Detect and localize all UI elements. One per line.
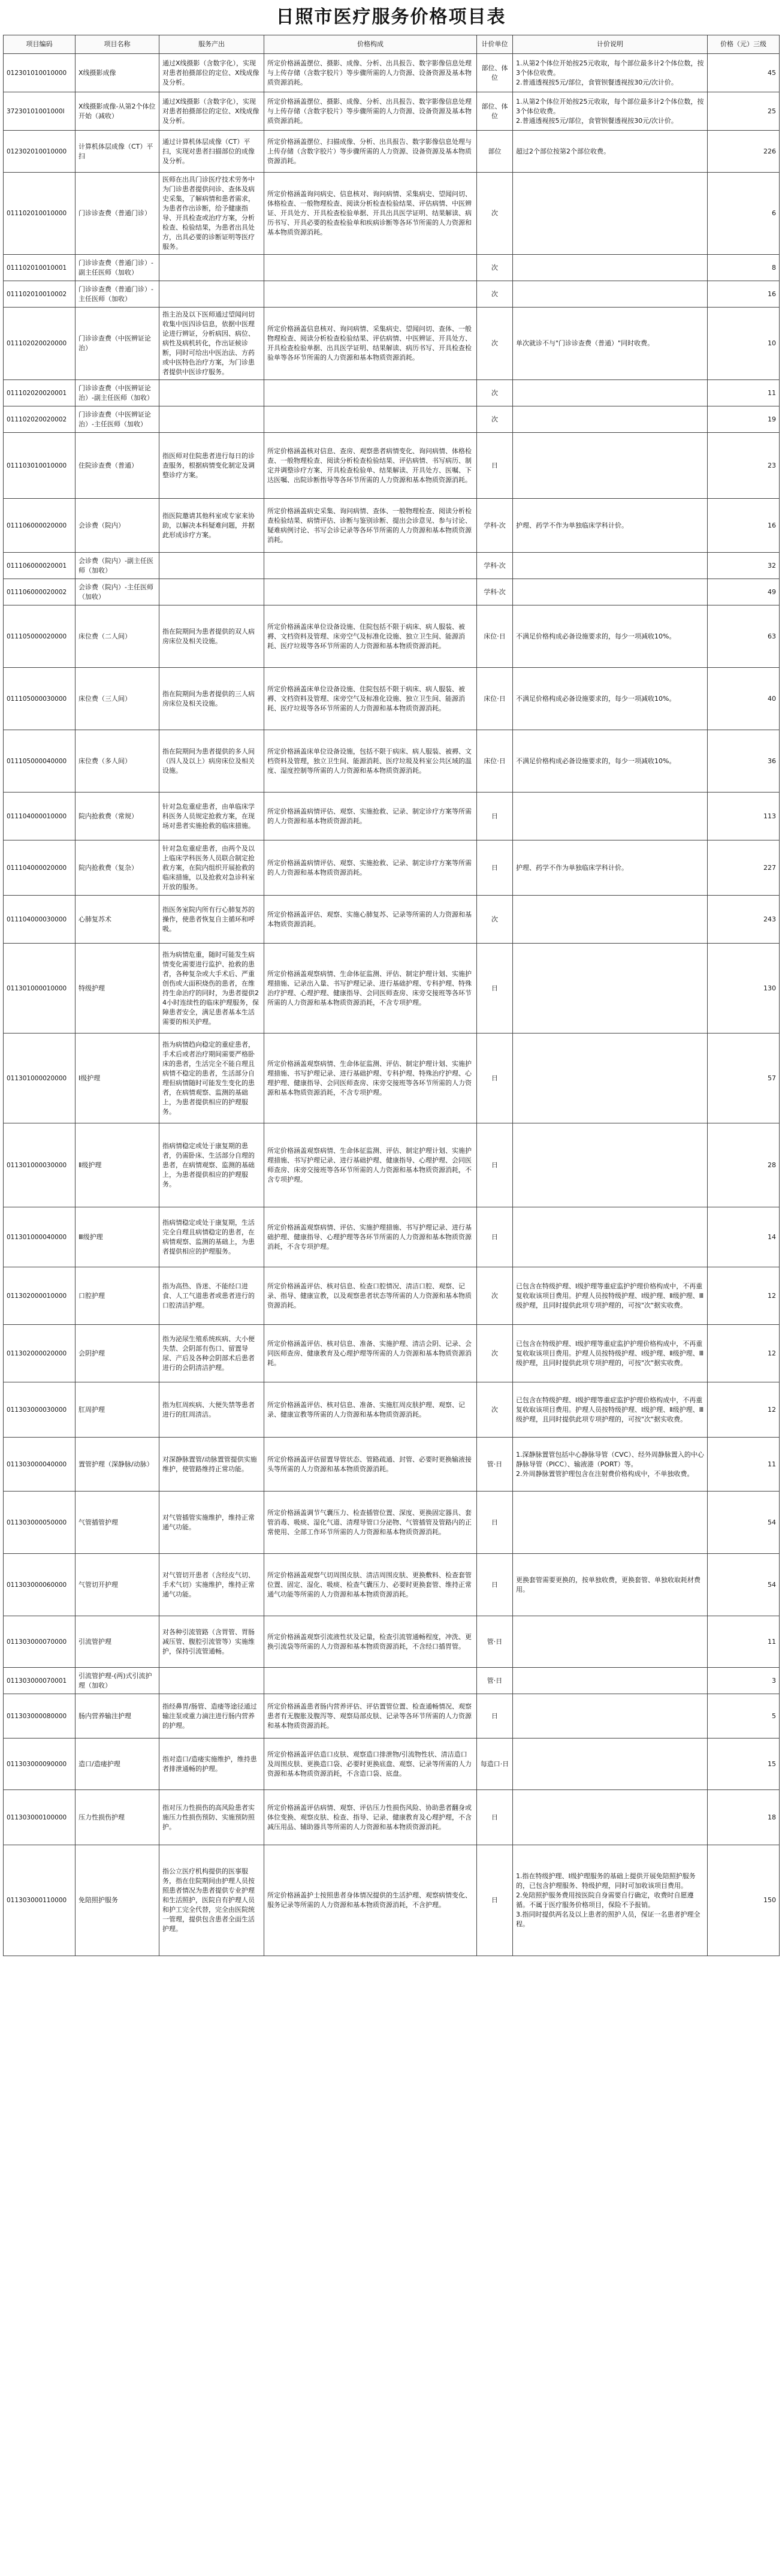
cell-unit: 日 [477,1123,513,1207]
cell-composition: 所定价格涵盖评估造口皮肤、观察造口排泄物/引流物性状、清洁造口及周围皮肤、更换造口袋、必要时更换底盘、观察、记录等所需的人力资源和基本物质资源消耗，不含造口袋、底盘。 [264,1739,477,1790]
cell-note [513,255,708,281]
cell-name: Ⅱ级护理 [76,1123,159,1207]
table-row [4,1845,780,1956]
cell-output: 通过X线摄影（含数字化），实现对患者拍摄部位的定位、X线成像及分析。 [159,54,264,92]
table-row [4,1123,780,1207]
cell-unit: 次 [477,1267,513,1325]
cell-output: 指在院期间为患者提供的双人病房床位及相关设施。 [159,605,264,668]
cell-price: 63 [708,605,780,668]
cell-code: 011303000090000 [4,1739,76,1790]
cell-unit: 每造口·日 [477,1739,513,1790]
cell-output: 指为病情趋向稳定的重症患者，手术后或者治疗期间需要严格卧床的患者，生活完全不能自理且病情不稳定的患者，生活部分自理但病情随时可能发生变化的患者，在病情观察、监测的基础上，为患者提供相应的护理服务。 [159,1034,264,1123]
cell-output [159,281,264,308]
table-row [4,1382,780,1438]
cell-composition: 所定价格涵盖观察病情、生命体征监测、评估、制定护理计划、实施护理措施、记录出入量、书写护理记录、进行基础护理、专科护理、特殊治疗护理、心理护理、健康指导、会同医师查房、床旁交接班等各环节所需的人力资源和基本物质资源消耗，不含专项护理。 [264,944,477,1034]
cell-note [513,1492,708,1554]
table-row [4,793,780,840]
cell-note: 单次就诊不与"门诊诊查费（普通）"同时收费。 [513,308,708,380]
cell-note [513,173,708,255]
table-row [4,1267,780,1325]
cell-name: X线摄影成像-从第2个体位开始（减收） [76,92,159,131]
cell-composition: 所定价格涵盖观察引流液性状及记量，检查引流管通畅程度，冲洗、更换引流袋等所需的人力资源和基本物质资源消耗，不含经口插胃管。 [264,1616,477,1668]
header-price: 价格（元）三级 [708,35,780,54]
cell-unit: 部位 [477,131,513,173]
cell-output: 指经鼻胃/肠管、造瘘等途径通过输注泵或重力滴注进行肠内营养的护理。 [159,1694,264,1739]
cell-unit: 次 [477,308,513,380]
cell-composition: 所定价格涵盖摆位、摄影、成像、分析、出具报告、数字影像信息处理与上传存储（含数字胶片）等步骤所需的人力资源、设备资源及基本物质资源消耗。 [264,92,477,131]
cell-output: 指公立医疗机构提供的医事服务，指在住院期间由护理人员按照患者情况为患者提供专业护理和生活照护，医院自有护理人员和护工完全代替，完全由医院统一管理，提供包含患者全面生活护理。 [159,1845,264,1956]
cell-unit: 部位、体位 [477,92,513,131]
table-row [4,1739,780,1790]
cell-composition: 所定价格涵盖护士按照患者身体情况提供的生活护理、观察病情变化、服务记录等所需的人力资源和基本物质资源消耗，不含护理。 [264,1845,477,1956]
cell-name: 肠内营养输注护理 [76,1694,159,1739]
cell-output: 针对急危重症患者，由单临床学科医务人员规定抢救方案，在现场对患者实施抢救的临床措施。 [159,793,264,840]
cell-output: 指对压力性损伤的高风险患者实施压力性损伤预防、实施预防照护。 [159,1790,264,1845]
cell-code: 011301000040000 [4,1207,76,1267]
cell-code: 011303000080000 [4,1694,76,1739]
table-row [4,54,780,92]
cell-name: 会诊费（院内）-主任医师（加收） [76,579,159,605]
table-row [4,605,780,668]
cell-code: 011302000010000 [4,1267,76,1325]
cell-price: 227 [708,840,780,896]
cell-note: 已包含在特级护理、Ⅰ级护理等重症监护护理价格构成中，不再重复收取该项目费用。护理人员按特级护理、Ⅰ级护理、Ⅱ级护理、Ⅲ级护理，且同时提供此项专项护理的，可按"次"据实收费。 [513,1382,708,1438]
cell-name: 会诊费（院内） [76,499,159,553]
cell-unit: 日 [477,793,513,840]
cell-code: 011105000040000 [4,730,76,793]
cell-price: 25 [708,92,780,131]
cell-note: 超过2个部位按第2个部位收费。 [513,131,708,173]
cell-name: 门诊诊查费（普通门诊）-副主任医师（加收） [76,255,159,281]
cell-price: 6 [708,173,780,255]
cell-output: 指在院期间为患者提供的多人间（四人及以上）病房床位及相关设施。 [159,730,264,793]
cell-note: 护理、药学不作为单独临床学科计价。 [513,499,708,553]
cell-output [159,1668,264,1694]
cell-note: 1.深静脉置管包括中心静脉导管（CVC）、经外周静脉置入的中心静脉导管（PICC）、输液港（PORT）等。 2.外周静脉置管护理包含在注射费价格构成中，不单独收费。 [513,1438,708,1492]
header-composition: 价格构成 [264,35,477,54]
cell-output: 对各种引流管路（含胃管、胃肠减压管、腹腔引流管等）实施维护，保持引流管通畅。 [159,1616,264,1668]
table-row [4,1438,780,1492]
cell-unit: 床位·日 [477,605,513,668]
cell-note [513,433,708,499]
cell-output: 指病情稳定或处于康复期的患者，仍需卧床、生活部分自理的患者，在病情观察、监测的基础上，为患者提供相应的护理服务。 [159,1123,264,1207]
cell-unit: 次 [477,896,513,944]
cell-name: 计算机体层成像（CT）平扫 [76,131,159,173]
cell-price: 28 [708,1123,780,1207]
cell-code: 011303000070001 [4,1668,76,1694]
cell-name: 床位费（多人间） [76,730,159,793]
cell-unit: 日 [477,1207,513,1267]
table-row [4,730,780,793]
cell-name: 住院诊查费（普通） [76,433,159,499]
cell-unit: 日 [477,1845,513,1956]
cell-price: 12 [708,1325,780,1382]
cell-output: 通过X线摄影（含数字化），实现对患者拍摄部位的定位、X线成像及分析。 [159,92,264,131]
cell-code: 011106000020001 [4,553,76,579]
cell-note [513,579,708,605]
cell-code: 011104000020000 [4,840,76,896]
cell-output: 通过计算机体层成像（CT）平扫，实现对患者扫描部位的成像及分析。 [159,131,264,173]
cell-name: 门诊诊查费（普通门诊）-主任医师（加收） [76,281,159,308]
cell-composition [264,553,477,579]
cell-code: 011106000020000 [4,499,76,553]
cell-unit: 床位·日 [477,730,513,793]
cell-unit: 床位·日 [477,668,513,730]
cell-composition: 所定价格涵盖床单位设备设施、住院包括不限于病床、病人服装、被褥、文档资料及管理、床旁空气及标准化设施、独立卫生间、能源消耗、医疗垃圾等各环节所需的人力资源和基本物质资源消耗。 [264,605,477,668]
cell-price: 11 [708,1438,780,1492]
cell-price: 8 [708,255,780,281]
table-body [4,54,780,1956]
cell-note: 1.指在特级护理、Ⅰ级护理服务的基础上提供开展免陪照护服务的，已包含护理服务、特级护理，同时可加收该项目费用。 2.免陪照护服务费用按医院自身需要自行确定，收费时自愿遵循。不属于医疗服务价格项目，保险不予报销。 3.指同时提供两名及以上患者的照护人员，保证一名患者护理全程。 [513,1845,708,1956]
cell-code: 011302000020000 [4,1325,76,1382]
cell-unit: 次 [477,281,513,308]
cell-code: 011303000060000 [4,1554,76,1616]
cell-name: 会诊费（院内）-副主任医师（加收） [76,553,159,579]
cell-price: 23 [708,433,780,499]
cell-note [513,1790,708,1845]
cell-name: 口腔护理 [76,1267,159,1325]
cell-output: 指为高热、昏迷、不能经口进食、人工气道患者或患者进行的口腔清洁护理。 [159,1267,264,1325]
cell-unit: 次 [477,173,513,255]
cell-name: 气管切开护理 [76,1554,159,1616]
cell-unit: 管·日 [477,1616,513,1668]
cell-price: 40 [708,668,780,730]
cell-code: 011301000030000 [4,1123,76,1207]
table-row [4,499,780,553]
cell-composition: 所定价格涵盖询问病史、信息核对、询问病情、采集病史、望闻问切、体格检查、一般物理检查、阅读分析检查检验结果、评估病情、中医辨证、开具处方、开具检查检验单据、开具出具医学证明、结果解读、病历书写、开具必要的检查检验单和疾病诊断等各环节所需的人力资源和基本物质资源消耗。 [264,173,477,255]
cell-composition: 所定价格涵盖评估病情、观察、评估压力性损伤风险、协助患者翻身或体位变换、观察皮肤、检查、指导、记录、健康教育及心理护理，不含减压用品、辅助器具等所需的人力资源和基本物质资源消耗。 [264,1790,477,1845]
cell-composition: 所定价格涵盖评估、观察、实施心肺复苏、记录等所需的人力资源和基本物质资源消耗。 [264,896,477,944]
cell-code: 011102020020002 [4,406,76,433]
cell-unit: 日 [477,433,513,499]
cell-output: 指为肛周疾病、大便失禁等患者进行的肛周清洁。 [159,1382,264,1438]
cell-price: 14 [708,1207,780,1267]
table-row [4,1325,780,1382]
cell-note [513,553,708,579]
cell-output: 指医务室院内所有行心肺复苏的操作，使患者恢复自主循环和呼吸。 [159,896,264,944]
cell-price: 45 [708,54,780,92]
cell-composition [264,255,477,281]
cell-price: 36 [708,730,780,793]
cell-price: 12 [708,1267,780,1325]
cell-name: 会阴护理 [76,1325,159,1382]
cell-name: 门诊诊查费（中医辨证论治）-主任医师（加收） [76,406,159,433]
cell-unit: 部位、体位 [477,54,513,92]
cell-code: 011303000070000 [4,1616,76,1668]
table-row [4,1207,780,1267]
cell-output: 对深静脉置管/动脉置管提供实施维护，使管路维持正常功能。 [159,1438,264,1492]
cell-composition: 所定价格涵盖床单位设备设施、住院包括不限于病床、病人服装、被褥、文档资料及管理、床旁空气及标准化设施、独立卫生间、能源消耗、医疗垃圾等各环节所需的人力资源和基本物质资源消耗。 [264,668,477,730]
cell-code: 37230101001000I [4,92,76,131]
cell-note [513,944,708,1034]
cell-composition: 所定价格涵盖床单位设备设施，包括不限于病床、病人服装、被褥、文档资料及管理，独立卫生间、能源消耗、医疗垃圾及科室公共区域的温度、湿度控制等所需的人力资源和基本物质资源消耗。 [264,730,477,793]
cell-name: 特级护理 [76,944,159,1034]
table-row [4,1034,780,1123]
cell-code: 011303000040000 [4,1438,76,1492]
cell-composition [264,579,477,605]
cell-note: 1.从第2个体位开始按25元收取，每个部位最多计2个体位数，按3个体位收费。 2.普通透视按5元/部位，食管钡餐透视按30元/次计价。 [513,54,708,92]
cell-unit: 日 [477,944,513,1034]
cell-name: Ⅰ级护理 [76,1034,159,1123]
cell-unit: 学科·次 [477,579,513,605]
cell-note [513,1616,708,1668]
cell-price: 226 [708,131,780,173]
cell-composition [264,1668,477,1694]
cell-output [159,579,264,605]
page-title: 日照市医疗服务价格项目表 [276,7,506,28]
cell-composition: 所定价格涵盖摆位、扫描成像、分析、出具报告、数字影像信息处理与上传存储（含数字胶片）等步骤所需的人力资源、设备资源及基本物质资源消耗。 [264,131,477,173]
header-name: 项目名称 [76,35,159,54]
cell-unit: 日 [477,1694,513,1739]
cell-composition: 所定价格涵盖观察病情、生命体征监测、评估、制定护理计划、实施护理措施、书写护理记录、进行基础护理、健康指导、心理护理、会同医师查房、床旁交接班等各环节所需的人力资源和基本物质资源消耗，不含专项护理。 [264,1123,477,1207]
cell-price: 113 [708,793,780,840]
cell-name: 肛周护理 [76,1382,159,1438]
cell-unit: 次 [477,406,513,433]
cell-note [513,793,708,840]
cell-composition: 所定价格涵盖患者肠内营养评估、评估置管位置、检查通畅情况、观察患者有无腹胀及腹泻等、观察局部皮肤、记录等各环节所需的人力资源和基本物质资源消耗。 [264,1694,477,1739]
cell-note [513,1668,708,1694]
cell-name: 门诊诊查费（普通门诊） [76,173,159,255]
cell-code: 011104000030000 [4,896,76,944]
cell-price: 150 [708,1845,780,1956]
cell-code: 011103010010000 [4,433,76,499]
cell-composition: 所定价格涵盖信息核对、询问病情、采集病史、望闻问切、查体、一般物理检查、阅读分析检查检验结果、评估病情、中医辨证、开具处方、开具检查检验单据、出具医学证明、结果解读、病历书写、开具检查检验单等各环节所需的人力资源和基本物质资源消耗。 [264,308,477,380]
cell-name: 压力性损伤护理 [76,1790,159,1845]
cell-output: 指医院邀请其他科室或专家来协助，以解决本科疑难问题，并据此形成诊疗方案。 [159,499,264,553]
cell-name: 院内抢救费（常规） [76,793,159,840]
cell-output: 医师在出具门诊医疗技术劳务中为门诊患者提供问诊、查体及病史采集，了解病情和患者需求，为患者作出诊断，给予健康指导、开具检查或治疗方案，分析检查、检验结果，为患者出具处方，出具必要的诊断证明等医疗服务。 [159,173,264,255]
cell-price: 32 [708,553,780,579]
table-row [4,433,780,499]
cell-unit: 次 [477,1325,513,1382]
cell-unit: 学科·次 [477,499,513,553]
cell-unit: 学科·次 [477,553,513,579]
table-row [4,579,780,605]
cell-output: 指为病情危重，随时可能发生病情变化需要进行监护、抢救的患者，各种复杂或大手术后、严重创伤或大面积烧伤的患者，在维持生命治疗的同时，为患者提供24小时连续性的临床护理服务，保障患者安全，满足患者基本生活需要的相关护理。 [159,944,264,1034]
cell-composition: 所定价格涵盖摆位、摄影、成像、分析、出具报告、数字影像信息处理与上传存储（含数字胶片）等步骤所需的人力资源、设备资源及基本物质资源消耗。 [264,54,477,92]
cell-note: 已包含在特级护理、Ⅰ级护理等重症监护护理价格构成中，不再重复收取该项目费用。护理人员按特级护理、Ⅰ级护理、Ⅱ级护理、Ⅲ级护理，且同时提供此项专项护理的，可按"次"据实收费。 [513,1267,708,1325]
cell-unit: 日 [477,1790,513,1845]
header-unit: 计价单位 [477,35,513,54]
cell-composition: 所定价格涵盖评估、核对信息、准备、实施肛周皮肤护理、观察、记录、健康宣教等所需的人力资源和基本物质资源消耗。 [264,1382,477,1438]
header-code: 项目编码 [4,35,76,54]
table-row [4,944,780,1034]
cell-price: 54 [708,1554,780,1616]
cell-name: 气管插管护理 [76,1492,159,1554]
cell-price: 5 [708,1694,780,1739]
cell-output: 针对急危重症患者，由两个及以上临床学科医务人员联合制定抢救方案，在院内组织开展抢救的临床措施，以及抢救对急诊科室开放的服务。 [159,840,264,896]
cell-code: 011102010010000 [4,173,76,255]
header-note: 计价说明 [513,35,708,54]
table-row [4,380,780,406]
cell-name: 门诊诊查费（中医辨证论治）-副主任医师（加收） [76,380,159,406]
cell-composition: 所定价格涵盖观察病情、评估、实施护理措施、书写护理记录、进行基础护理、健康指导、心理护理等各环节所需的人力资源和基本物质资源消耗，不含专项护理。 [264,1207,477,1267]
cell-code: 011303000030000 [4,1382,76,1438]
cell-note [513,380,708,406]
table-row [4,173,780,255]
cell-code: 012301010010000 [4,54,76,92]
cell-note [513,1034,708,1123]
cell-note: 更换套管需要更换的，按单独收费，更换套管、单独收取耗材费用。 [513,1554,708,1616]
cell-output: 指医师对住院患者进行每日的诊查服务，根据病情变化制定及调整诊疗方案。 [159,433,264,499]
cell-composition: 所定价格涵盖病情评估、观察、实施抢救、记录、制定诊疗方案等所需的人力资源和基本物质资源消耗。 [264,840,477,896]
cell-note [513,896,708,944]
cell-code: 011105000020000 [4,605,76,668]
cell-composition: 所定价格涵盖观察病情、生命体征监测、评估、制定护理计划、实施护理措施、书写护理记录、进行基础护理、专科护理、特殊治疗护理、心理护理、健康指导、会同医师查房、床旁交接班等各环节所需的人力资源和基本物质资源消耗，不含专项护理。 [264,1034,477,1123]
cell-price: 16 [708,281,780,308]
cell-code: 012302010010000 [4,131,76,173]
table-row [4,308,780,380]
cell-price: 54 [708,1492,780,1554]
cell-composition [264,406,477,433]
cell-code: 011303000110000 [4,1845,76,1956]
cell-unit: 日 [477,1034,513,1123]
cell-unit: 日 [477,1554,513,1616]
cell-name: 造口/造瘘护理 [76,1739,159,1790]
cell-composition: 所定价格涵盖评估、核对信息、准备、实施护理、清洁会阴、记录、会同医师查房、健康教育及心理护理等所需的人力资源和基本物质资源消耗。 [264,1325,477,1382]
price-table [3,35,780,1956]
table-row [4,1694,780,1739]
table-row [4,896,780,944]
cell-composition [264,281,477,308]
cell-composition [264,380,477,406]
cell-price: 57 [708,1034,780,1123]
cell-code: 011105000030000 [4,668,76,730]
cell-code: 011106000020002 [4,579,76,605]
cell-code: 011102020020001 [4,380,76,406]
cell-output: 对气管切开患者（含经皮气切、手术气切）实施维护，维持正常通气功能。 [159,1554,264,1616]
cell-unit: 日 [477,840,513,896]
cell-name: X线摄影成像 [76,54,159,92]
cell-unit: 管·日 [477,1438,513,1492]
cell-price: 18 [708,1790,780,1845]
cell-name: 置管护理（深静脉/动脉） [76,1438,159,1492]
cell-output [159,255,264,281]
cell-unit: 次 [477,255,513,281]
cell-price: 16 [708,499,780,553]
cell-note: 不满足价格构成必备设施要求的，每少一项减收10%。 [513,605,708,668]
cell-note [513,406,708,433]
cell-name: 心肺复苏术 [76,896,159,944]
cell-code: 011301000020000 [4,1034,76,1123]
cell-price: 49 [708,579,780,605]
cell-name: 院内抢救费（复杂） [76,840,159,896]
cell-code: 011303000100000 [4,1790,76,1845]
cell-name: 引流管护理-(两)式引流护理（加收） [76,1668,159,1694]
table-row [4,1668,780,1694]
cell-composition: 所定价格涵盖评估留置导管状态、管路疏通、封管、必要时更换输液接头等所需的人力资源和基本物质资源消耗。 [264,1438,477,1492]
cell-output: 指主治及以下医师通过望闻问切收集中医四诊信息，依据中医理论进行辨证，分析病因、病位、病性及病机转化，作出证候诊断，同时可给出中医治法、方药或中医特色治疗方案，为门诊患者提供中医诊疗服务。 [159,308,264,380]
cell-price: 3 [708,1668,780,1694]
cell-output: 指对造口/造瘘实施维护，维持患者排泄通畅的护理。 [159,1739,264,1790]
cell-name: 床位费（三人间） [76,668,159,730]
table-row [4,1616,780,1668]
cell-name: 门诊诊查费（中医辨证论治） [76,308,159,380]
cell-composition: 所定价格涵盖调节气囊压力、检查插管位置、深度、更换固定器具、套管消毒、吸痰、湿化气道、清理导管口分泌物、气管插管及管路内的正常使用、全部工作环节所需的人力资源和基本物质资源消耗。 [264,1492,477,1554]
cell-composition: 所定价格涵盖观察气切周围皮肤、清洁周围皮肤、更换敷料、检查套管位置、固定、湿化、吸痰、检查气囊压力、必要时更换套管、维持正常通气功能等所需的人力资源和基本物质资源消耗。 [264,1554,477,1616]
cell-code: 011102020020000 [4,308,76,380]
cell-name: Ⅲ级护理 [76,1207,159,1267]
table-row [4,281,780,308]
cell-code: 011104000010000 [4,793,76,840]
table-row [4,668,780,730]
table-header [4,35,780,54]
cell-unit: 次 [477,380,513,406]
cell-note [513,1739,708,1790]
cell-note: 护理、药学不作为单独临床学科计价。 [513,840,708,896]
cell-composition: 所定价格涵盖评估、核对信息、检查口腔情况、清洁口腔、观察、记录、指导、健康宣教，以及观察患者状态等所需的人力资源和基本物质资源消耗。 [264,1267,477,1325]
table-row [4,840,780,896]
table-row [4,553,780,579]
cell-output: 指为泌尿生殖系统疾病、大小便失禁、会阴部有伤口、留置导尿、产后及各种会阴部术后患者进行的会阴清洁护理。 [159,1325,264,1382]
cell-note [513,1207,708,1267]
cell-note: 已包含在特级护理、Ⅰ级护理等重症监护护理价格构成中，不再重复收取该项目费用。护理人员按特级护理、Ⅰ级护理、Ⅱ级护理、Ⅲ级护理，且同时提供此项专项护理的，可按"次"据实收费。 [513,1325,708,1382]
cell-name: 引流管护理 [76,1616,159,1668]
cell-output [159,380,264,406]
table-row [4,131,780,173]
cell-composition: 所定价格涵盖核对信息、查房、观察患者病情变化、询问病情、体格检查、一般物理检查、阅读分析检查检验结果、评估病情、书写病历、制定并调整诊疗方案、开具检查检验单、结果解读、开具处方、医嘱、下达医嘱、出院诊断指导等各环节所需的人力资源和基本物质资源消耗。 [264,433,477,499]
table-row [4,255,780,281]
table-row [4,1554,780,1616]
cell-price: 19 [708,406,780,433]
table-row [4,92,780,131]
cell-price: 10 [708,308,780,380]
cell-price: 243 [708,896,780,944]
cell-note [513,1694,708,1739]
cell-unit: 日 [477,1492,513,1554]
cell-output [159,406,264,433]
cell-price: 12 [708,1382,780,1438]
cell-unit: 次 [477,1382,513,1438]
cell-price: 15 [708,1739,780,1790]
cell-composition: 所定价格涵盖病史采集、询问病情、查体、一般物理检查、阅读分析检查检验结果、病情评估、诊断与鉴别诊断、提出会诊意见、参与讨论、疑难病例讨论、书写会诊记录等各环节所需的人力资源和基本物质资源消耗。 [264,499,477,553]
cell-code: 011102010010001 [4,255,76,281]
header-output: 服务产出 [159,35,264,54]
table-row [4,1492,780,1554]
cell-price: 11 [708,1616,780,1668]
cell-output [159,553,264,579]
cell-note: 不满足价格构成必备设施要求的，每少一项减收10%。 [513,730,708,793]
table-row [4,406,780,433]
cell-code: 011303000050000 [4,1492,76,1554]
cell-note [513,281,708,308]
cell-code: 011301000010000 [4,944,76,1034]
cell-unit: 管·日 [477,1668,513,1694]
cell-name: 免陪照护服务 [76,1845,159,1956]
cell-note: 不满足价格构成必备设施要求的，每少一项减收10%。 [513,668,708,730]
table-row [4,1790,780,1845]
cell-output: 指病情稳定或处于康复期，生活完全自理且病情稳定的患者，在病情观察、监测的基础上，为患者提供相应的护理服务。 [159,1207,264,1267]
cell-note: 1.从第2个体位开始按25元收取，每个部位最多计2个体位数，按3个体位收费。 2.普通透视按5元/部位，食管钡餐透视按30元/次计价。 [513,92,708,131]
cell-name: 床位费（二人间） [76,605,159,668]
cell-output: 对气管插管实施维护，维持正常通气功能。 [159,1492,264,1554]
cell-price: 11 [708,380,780,406]
cell-composition: 所定价格涵盖病情评估、观察、实施抢救、记录、制定诊疗方案等所需的人力资源和基本物质资源消耗。 [264,793,477,840]
cell-note [513,1123,708,1207]
cell-code: 011102010010002 [4,281,76,308]
cell-price: 130 [708,944,780,1034]
cell-output: 指在院期间为患者提供的三人病房床位及相关设施。 [159,668,264,730]
